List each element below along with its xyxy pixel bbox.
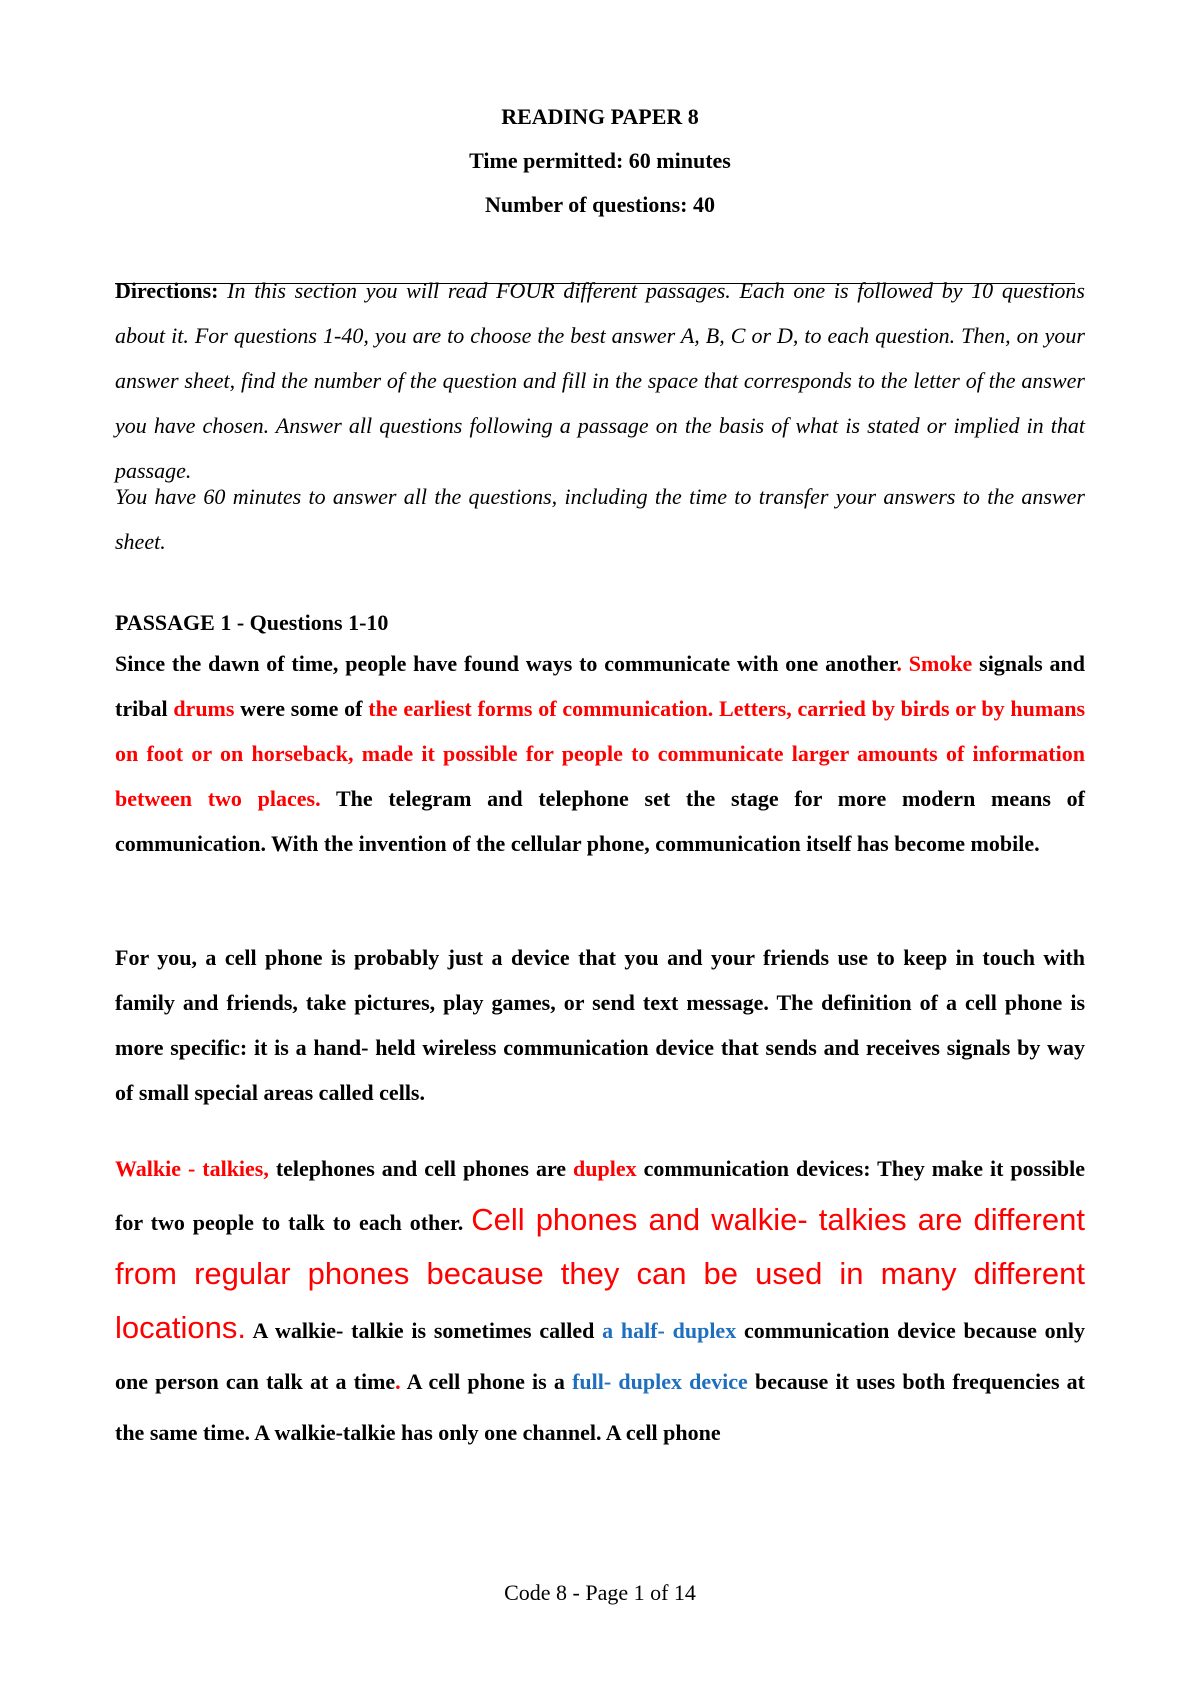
- number-of-questions: Number of questions: 40: [484, 192, 715, 217]
- p3-text-a: telephones and cell phones are: [268, 1156, 574, 1181]
- p3-text-f: because it uses both frequencies at the same time. A walkie-talkie has only one channel. A cell phone: [115, 1369, 1086, 1445]
- p1-text-b: signals and tribal: [115, 651, 1086, 721]
- p3-text-c: A walkie- talkie is sometimes called: [245, 1318, 603, 1343]
- passage-paragraph-1: [115, 641, 1085, 866]
- p3-text-e: A cell phone is a: [400, 1369, 573, 1394]
- p3-highlight-different-locations: Cell phones and walkie- talkies are different from regular phones because they can be used in many different locations.: [115, 1202, 1085, 1345]
- p3-text-d: communication device because only one person can talk at a time: [115, 1318, 1085, 1394]
- directions-time-text: You have 60 minutes to answer all the questions, including the time to transfer your answers to the answer sheet.: [115, 484, 1085, 554]
- p3-text-b: communication devices: They make it possible for two people to talk to each other.: [115, 1156, 1086, 1235]
- p1-highlight-smoke: . Smoke: [896, 651, 973, 676]
- p1-highlight-drums: drums: [173, 696, 235, 721]
- p3-highlight-half-duplex: a half- duplex: [602, 1318, 737, 1343]
- passage-paragraph-2: For you, a cell phone is probably just a device that you and your friends use to keep in touch with family and friends, take pictures, play games, or send text message. The definition of a cell phone is more specific: it is a hand- held wireless communication device that sends and receives signals by way of small special areas called cells.: [115, 945, 1085, 1105]
- p1-highlight-earliest-forms: the earliest forms of communication. Letters, carried by birds or by humans on foot or on horseback, made it possible for people to communicate larger amounts of information between two places.: [115, 696, 1086, 811]
- directions-time-note: [115, 474, 1085, 564]
- time-permitted: Time permitted: 60 minutes: [469, 148, 731, 173]
- p3-highlight-period: .: [395, 1369, 401, 1394]
- p3-highlight-full-duplex: full- duplex device: [572, 1369, 748, 1394]
- directions-label: Directions:: [115, 278, 219, 303]
- paper-title: READING PAPER 8: [501, 104, 699, 129]
- p3-highlight-walkie-talkies: Walkie - talkies,: [115, 1156, 269, 1181]
- p1-text-c: were some of: [234, 696, 369, 721]
- passage-paragraph-3: [115, 1143, 1085, 1458]
- passage-heading: PASSAGE 1 - Questions 1-10: [115, 610, 389, 635]
- p1-text-a: Since the dawn of time, people have found ways to communicate with one another: [115, 651, 897, 676]
- p1-text-d: The telegram and telephone set the stage for more modern means of communication. With the invention of the cellular phone, communication itself has become mobile.: [115, 786, 1085, 856]
- p3-highlight-duplex: duplex: [573, 1156, 637, 1181]
- directions-paragraph: [115, 268, 1085, 493]
- page-footer: Code 8 - Page 1 of 14: [504, 1580, 696, 1605]
- directions-text: In this section you will read FOUR different passages. Each one is followed by 10 questions about it. For questions 1-40, you are to choose the best answer A, B, C or D, to each question. Then, on your answer sheet, find the number of the question and fill in the space that corresponds to the letter of the answer you have chosen. Answer all questions following a passage on the basis of what is stated or implied in that passage.: [115, 278, 1085, 483]
